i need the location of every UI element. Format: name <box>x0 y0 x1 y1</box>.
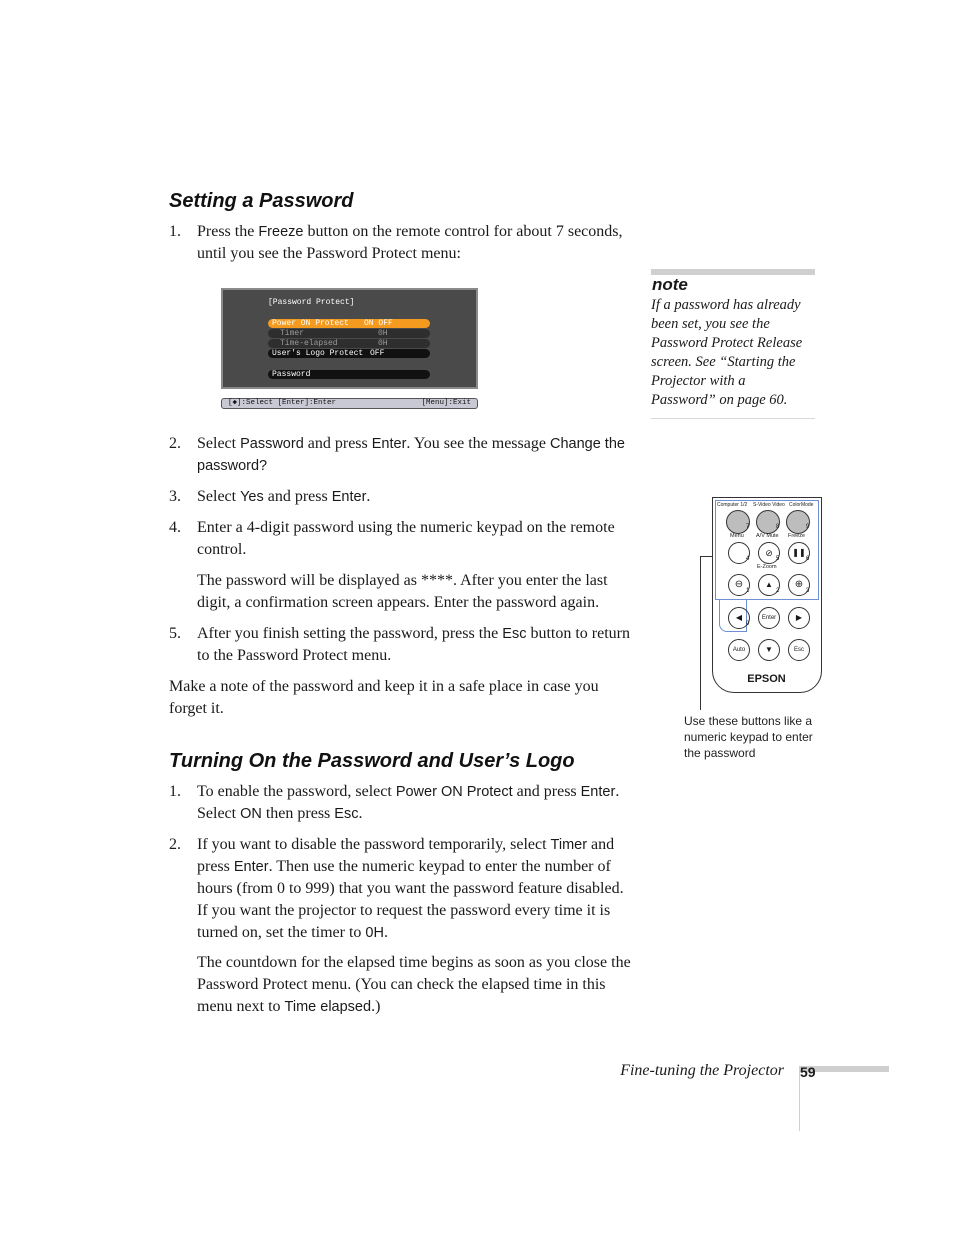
step-2-subtext: The countdown for the elapsed time begins as soon as you close the Password Protect menu. (You can check the elapsed time in this menu next to Time elapsed.) <box>197 954 631 1015</box>
step-2 <box>169 433 639 479</box>
step-text: After you finish setting the password, press the Esc button to return to the Password Protect menu. <box>197 625 630 664</box>
remote-caption: Use these buttons like a numeric keypad to enter the password <box>684 714 813 760</box>
section2-step-2 <box>169 834 639 1020</box>
digit-label: 5 <box>776 556 780 562</box>
digit-label: 3 <box>806 588 810 594</box>
remote-label: A/V Mute <box>756 533 779 539</box>
menu-status-bar: [◆]:Select [Enter]:Enter [Menu]:Exit <box>221 398 478 409</box>
step-number: 5. <box>169 625 181 642</box>
step-1 <box>169 221 639 267</box>
menu-row-power-on-protect: Power ON Protect ON OFF <box>268 319 430 328</box>
section-title-setting-password: Setting a Password <box>169 190 354 212</box>
digit-label: 7 <box>746 524 750 530</box>
remote-label: E-Zoom <box>757 564 777 570</box>
footer-chapter-title: Fine-tuning the Projector <box>620 1062 784 1079</box>
digit-label: 8 <box>776 524 780 530</box>
step-3 <box>169 486 639 508</box>
section2-step-1 <box>169 781 639 827</box>
step-number: 3. <box>169 488 181 505</box>
step-number: 4. <box>169 519 181 536</box>
step-text: Press the Freeze button on the remote control for about 7 seconds, until you see the Password Protect menu: <box>197 223 623 262</box>
password-protect-menu-screen <box>221 288 478 389</box>
step-number: 2. <box>169 435 181 452</box>
freeze-term: Freeze <box>258 224 304 240</box>
remote-label: Freeze <box>788 533 806 539</box>
step-text: To enable the password, select Power ON Protect and press Enter. Select ON then press Esc. <box>197 783 620 822</box>
step-number: 2. <box>169 836 181 853</box>
mute-icon: ⊘ <box>758 542 780 564</box>
remote-button-8 <box>756 510 780 534</box>
zoom-in-icon: ⊕ <box>788 574 810 596</box>
menu-row-users-logo-protect: User's Logo Protect OFF <box>268 349 430 358</box>
esc-button: Esc <box>788 639 810 661</box>
remote-button-7 <box>726 510 750 534</box>
note-bottom-rule <box>651 418 815 419</box>
digit-label: 6 <box>806 556 810 562</box>
step-number: 1. <box>169 783 181 800</box>
step-4 <box>169 517 639 617</box>
note-title: note <box>652 275 688 294</box>
step-4-subtext: The password will be displayed as ****. After you enter the last digit, a confirmation screen appears. Enter the password again. <box>197 572 608 611</box>
menu-title: [Password Protect] <box>268 298 355 307</box>
callout-line-top <box>700 556 713 557</box>
remote-label: Menu <box>730 533 744 539</box>
section-title-turning-on-password: Turning On the Password and User’s Logo <box>169 750 575 772</box>
page-number: 59 <box>800 1064 816 1080</box>
digit-label: 9 <box>806 524 810 530</box>
step-text: If you want to disable the password temporarily, select Timer and press Enter. Then use the numeric keypad to enter the number of hours (from 0 to 999) that you want the password feature disabled. If you want the projector to request the password every time it is turned on, set the timer to 0H. <box>197 836 624 941</box>
menu-row-password: Password <box>268 370 430 379</box>
step-5 <box>169 623 639 669</box>
closing-paragraph: Make a note of the password and keep it in a safe place in case you forget it. <box>169 678 599 717</box>
step-text: Enter a 4-digit password using the numeric keypad on the remote control. <box>197 519 615 558</box>
callout-line <box>700 556 701 710</box>
remote-label: S-Video Video <box>753 502 785 508</box>
left-arrow-icon: ◀ <box>728 607 750 629</box>
down-arrow-icon: ▼ <box>758 639 780 661</box>
note-text: If a password has already been set, you see the Password Protect Release screen. See “Starting the Projector with a Password” on page 60. <box>651 297 803 408</box>
zoom-out-icon: ⊖ <box>728 574 750 596</box>
digit-label: 2 <box>776 588 780 594</box>
remote-label: Computer 1/2 <box>717 502 748 508</box>
digit-label: 1 <box>746 588 750 594</box>
remote-button-9 <box>786 510 810 534</box>
up-arrow-icon: ▲ <box>758 574 780 596</box>
remote-label: ColorMode <box>789 502 814 508</box>
step-text: Select Password and press Enter. You see the message Change the password? <box>197 435 625 474</box>
menu-row-time-elapsed: Time-elapsed 0H <box>268 339 430 348</box>
pause-icon: ❚❚ <box>788 542 810 564</box>
digit-label: 4 <box>746 556 750 562</box>
step-text: Select Yes and press Enter. <box>197 488 371 505</box>
enter-button: Enter <box>758 607 780 629</box>
remote-control-illustration <box>712 497 822 693</box>
epson-logo: EPSON <box>747 673 786 685</box>
right-arrow-icon: ▶ <box>788 607 810 629</box>
menu-row-timer: Timer 0H <box>268 329 430 338</box>
digit-label: 0 <box>746 621 750 627</box>
auto-button: Auto <box>728 639 750 661</box>
step-number: 1. <box>169 223 181 240</box>
